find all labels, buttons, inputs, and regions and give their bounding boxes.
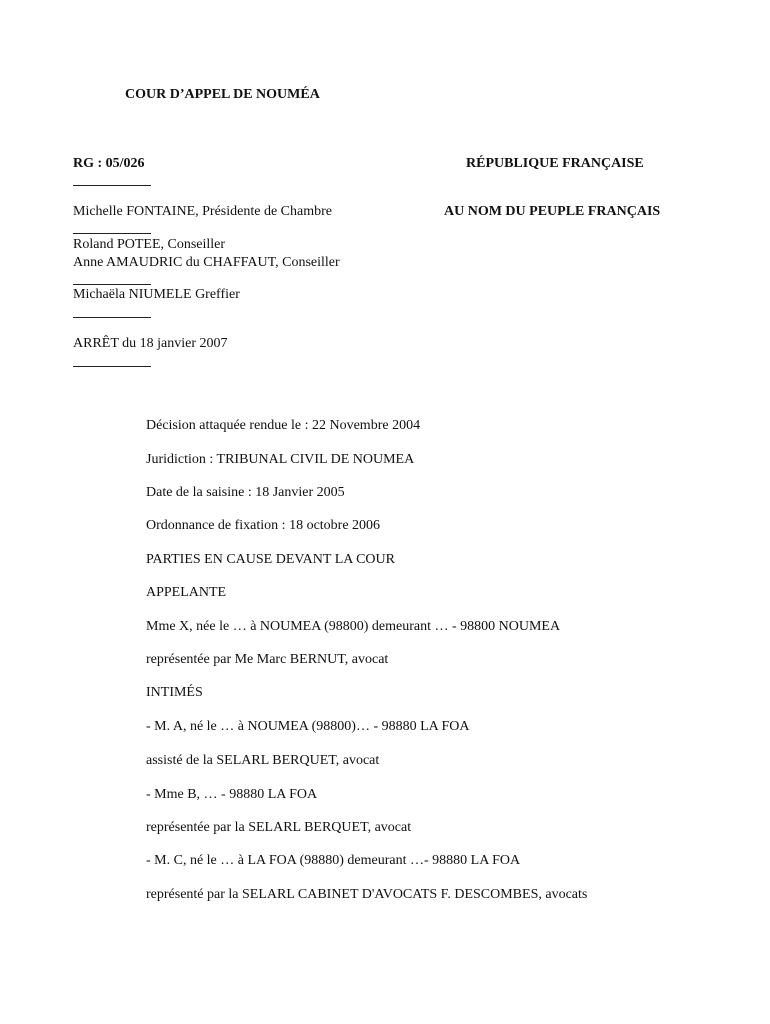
people-heading: AU NOM DU PEUPLE FRANÇAIS [444,204,661,219]
president-line: Michelle FONTAINE, Présidente de Chambre [73,204,332,219]
separator-rule [73,284,151,285]
advisor-line: Anne AMAUDRIC du CHAFFAUT, Conseiller [73,255,340,270]
body-line: Date de la saisine : 18 Janvier 2005 [146,485,345,500]
body-line: - M. A, né le … à NOUMEA (98800)… - 98880 LA FOA [146,719,470,734]
court-title: COUR D’APPEL DE NOUMÉA [125,87,320,102]
body-line: - M. C, né le … à LA FOA (98880) demeurant …- 98880 LA FOA [146,853,521,868]
body-line: assisté de la SELARL BERQUET, avocat [146,753,380,768]
body-line: représentée par Me Marc BERNUT, avocat [146,652,389,667]
body-line: Juridiction : TRIBUNAL CIVIL DE NOUMEA [146,452,415,467]
body-line: INTIMÉS [146,685,203,700]
separator-rule [73,317,151,318]
body-line: - Mme B, … - 98880 LA FOA [146,787,318,802]
case-number: RG : 05/026 [73,156,145,171]
body-line: Mme X, née le … à NOUMEA (98800) demeurant … - 98800 NOUMEA [146,619,561,634]
body-line: représenté par la SELARL CABINET D'AVOCATS F. DESCOMBES, avocats [146,887,588,902]
body-line: Décision attaquée rendue le : 22 Novembre 2004 [146,418,421,433]
body-line: représentée par la SELARL BERQUET, avocat [146,820,412,835]
advisor-line: Roland POTEE, Conseiller [73,237,226,252]
body-line: APPELANTE [146,585,227,600]
separator-rule [73,185,151,186]
separator-rule [73,233,151,234]
republic-heading: RÉPUBLIQUE FRANÇAISE [466,156,644,171]
body-line: PARTIES EN CAUSE DEVANT LA COUR [146,552,395,567]
clerk-line: Michaëla NIUMELE Greffier [73,287,240,302]
judgment-date: ARRÊT du 18 janvier 2007 [73,336,228,351]
body-line: Ordonnance de fixation : 18 octobre 2006 [146,518,381,533]
separator-rule [73,366,151,367]
